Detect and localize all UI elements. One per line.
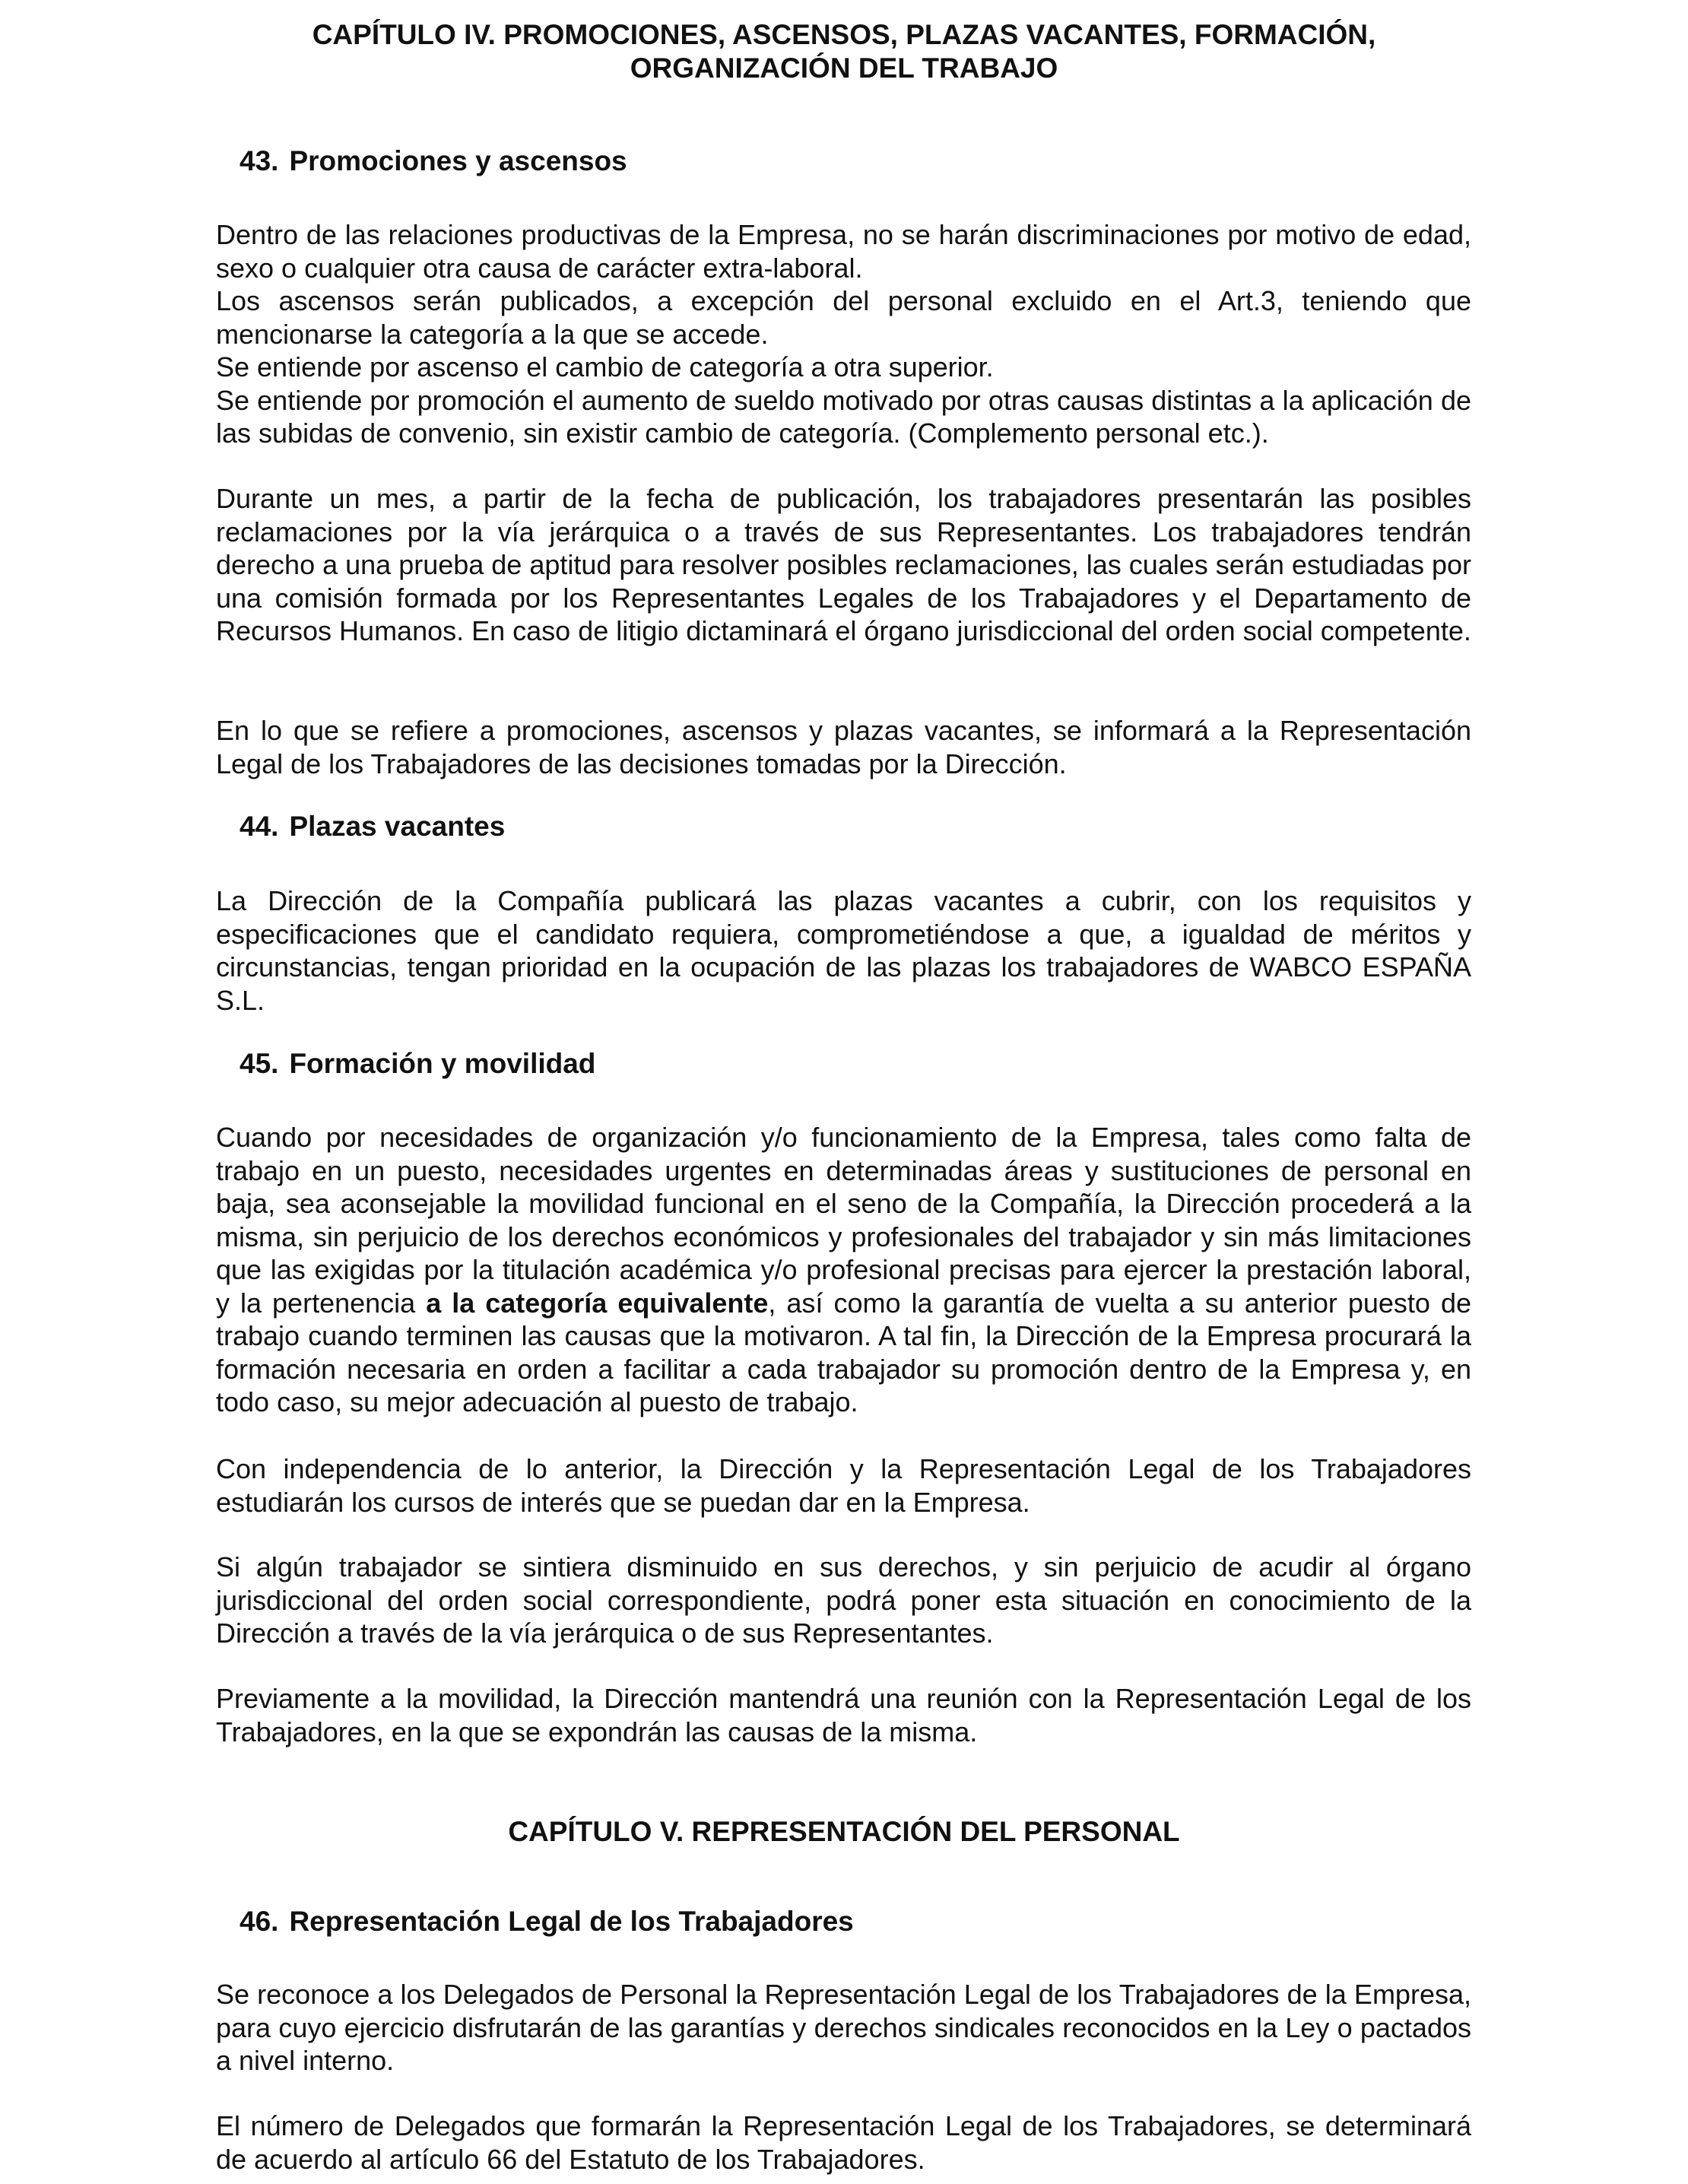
section-43-paragraph-2: Durante un mes, a partir de la fecha de publicación, los trabajadores presentarán las posibles reclamaciones por la vía jerárquica o a través de sus Representantes. Los trabajadores tendrán derecho a una prueba de aptitud para resolver posibles reclamaciones, las cuales serán estudiadas por una comisión formada por los Representantes Legales de los Trabajadores y el Departamento de Recursos Humanos. En caso de litigio dictaminará el órgano jurisdiccional del orden social competente. xyxy=(216,483,1472,646)
section-43-paragraph-3: En lo que se refiere a promociones, ascensos y plazas vacantes, se informará a la Representación Legal de los Trabajadores de las decisiones tomadas por la Dirección. xyxy=(216,715,1471,779)
section-43-paragraph-1 xyxy=(216,218,1471,450)
section-46-heading xyxy=(240,1905,854,1938)
section-45-heading xyxy=(240,1047,595,1081)
section-45-p1-bold-phrase: a la categoría equivalente xyxy=(426,1287,769,1319)
chapter-iv-title xyxy=(0,18,1688,85)
section-45-paragraph-3: Si algún trabajador se sintiera disminuido en sus derechos, y sin perjuicio de acudir al órgano jurisdiccional del orden social correspondiente, podrá poner esta situación en conocimiento de la Dirección a través de la vía jerárquica o de sus Representantes. xyxy=(216,1551,1471,1649)
section-45-paragraph-1 xyxy=(216,1121,1471,1419)
section-46-title: Representación Legal de los Trabajadores xyxy=(289,1906,854,1937)
section-45-paragraph-2: Con independencia de lo anterior, la Dirección y la Representación Legal de los Trabajadores estudiarán los cursos de interés que se puedan dar en la Empresa. xyxy=(216,1453,1471,1518)
section-45-title: Formación y movilidad xyxy=(289,1048,596,1079)
chapter-iv-title-line2: ORGANIZACIÓN DEL TRABAJO xyxy=(630,52,1058,84)
section-45-paragraph-4: Previamente a la movilidad, la Dirección mantendrá una reunión con la Representación Legal de los Trabajadores, en la que se expondrán las causas de la misma. xyxy=(216,1683,1471,1748)
section-43-heading xyxy=(240,144,627,178)
section-43-p1-sentence-2: Los ascensos serán publicados, a excepción del personal excluido en el Art.3, teniendo que mencionarse la categoría a la que se accede. xyxy=(216,285,1471,350)
section-45-number: 45. xyxy=(240,1048,279,1079)
section-43-title: Promociones y ascensos xyxy=(289,145,627,176)
section-46-paragraph-2: El número de Delegados que formarán la Representación Legal de los Trabajadores, se determinará de acuerdo al artículo 66 del Estatuto de los Trabajadores. xyxy=(216,2110,1471,2175)
section-43-p1-sentence-1: Dentro de las relaciones productivas de la Empresa, no se harán discriminaciones por motivo de edad, sexo o cualquier otra causa de carácter extra-laboral. xyxy=(216,219,1471,284)
section-43-p1-sentence-3: Se entiende por ascenso el cambio de categoría a otra superior. xyxy=(216,351,994,383)
section-44-paragraph-1: La Dirección de la Compañía publicará las plazas vacantes a cubrir, con los requisitos y especificaciones que el candidato requiera, comprometiéndose a que, a igualdad de méritos y circunstancias, tengan prioridad en la ocupación de las plazas los trabajadores de WABCO ESPAÑA S.L. xyxy=(216,885,1471,1016)
section-43-p1-sentence-4: Se entiende por promoción el aumento de sueldo motivado por otras causas distintas a la aplicación de las subidas de convenio, sin existir cambio de categoría. (Complemento personal etc.). xyxy=(216,384,1471,449)
section-43-number: 43. xyxy=(240,145,279,176)
section-46-number: 46. xyxy=(240,1906,279,1937)
section-44-title: Plazas vacantes xyxy=(289,811,506,842)
section-45-p1-text-after: , así como la garantía de vuelta a su anterior puesto de trabajo cuando terminen las causas que la motivaron. A tal fin, la Dirección de la Empresa procurará la formación necesaria en orden a facilitar a cada trabajador su promoción dentro de la Empresa y, en todo caso, su mejor adecuación al puesto de trabajo. xyxy=(216,1287,1472,1417)
section-44-heading xyxy=(240,810,505,843)
chapter-iv-title-line1: CAPÍTULO IV. PROMOCIONES, ASCENSOS, PLAZAS VACANTES, FORMACIÓN, xyxy=(312,19,1376,50)
section-45-p1-text-before: Cuando por necesidades de organización y/o funcionamiento de la Empresa, tales como falta de trabajo en un puesto, necesidades urgentes en determinadas áreas y sustituciones de personal en baja, sea aconsejable la movilidad funcional en el seno de la Compañía, la Dirección procederá a la misma, sin perjuicio de los derechos económicos y profesionales del trabajador y sin más limitaciones que las exigidas por la titulación académica y/o profesional precisas para ejercer la prestación laboral, y la pertenencia xyxy=(216,1122,1471,1319)
chapter-v-title: CAPÍTULO V. REPRESENTACIÓN DEL PERSONAL xyxy=(508,1816,1180,1847)
section-44-number: 44. xyxy=(240,811,279,842)
section-46-paragraph-1: Se reconoce a los Delegados de Personal la Representación Legal de los Trabajadores de la Empresa, para cuyo ejercicio disfrutarán de las garantías y derechos sindicales reconocidos en la Ley o pactados a nivel interno. xyxy=(216,1979,1471,2076)
